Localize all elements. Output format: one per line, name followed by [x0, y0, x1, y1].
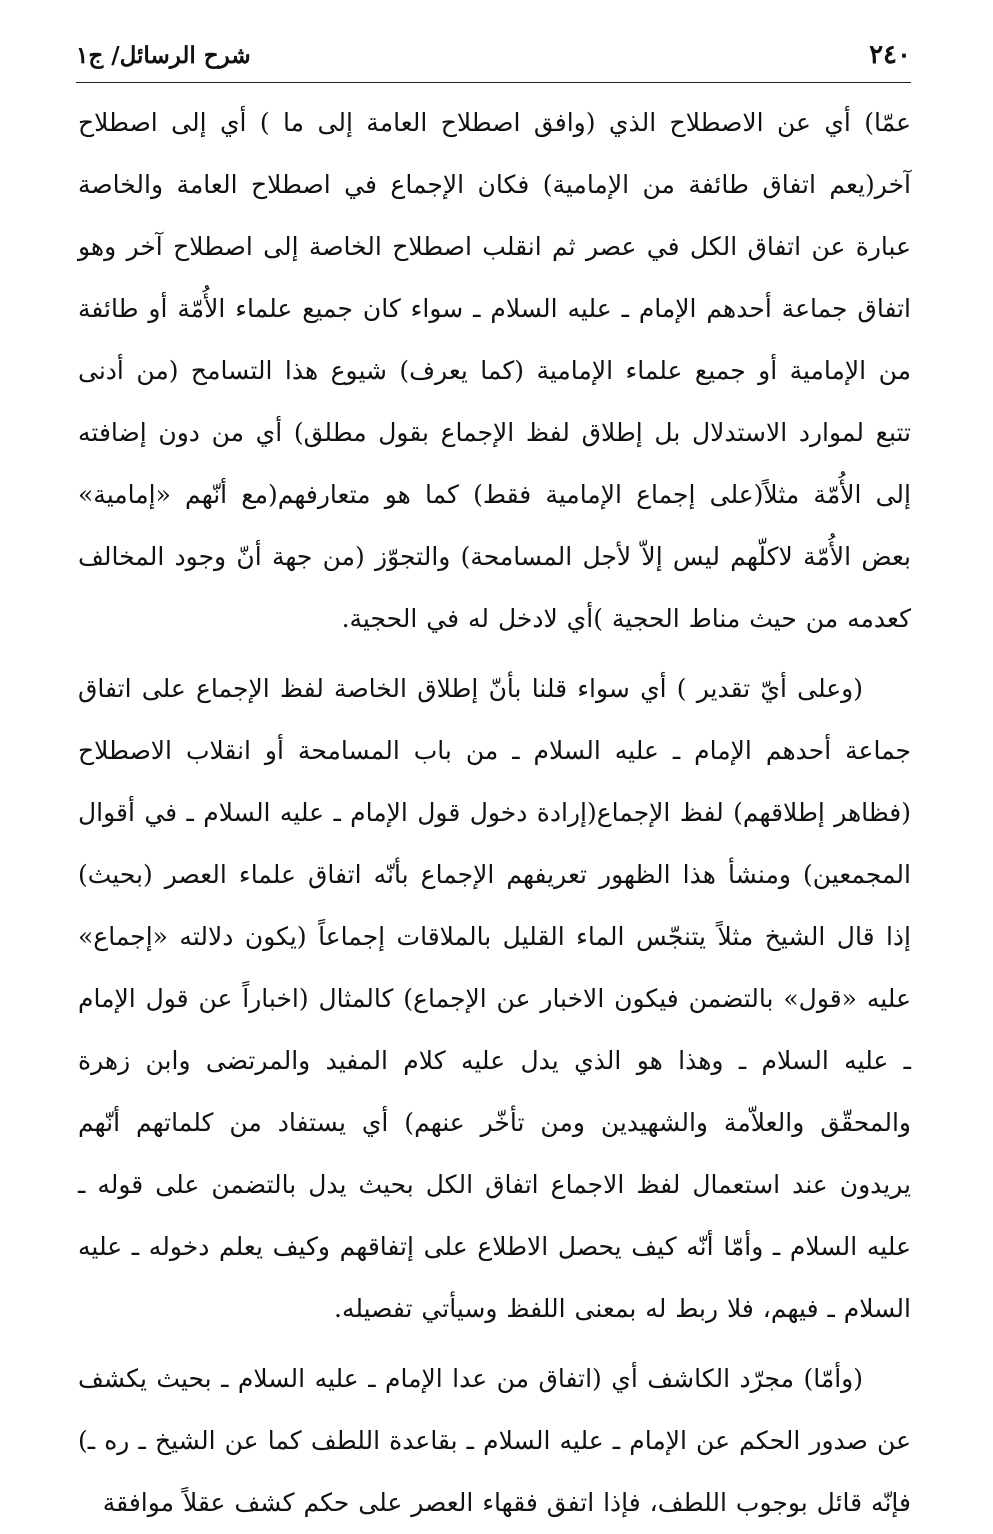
running-title: شرح الرسائل/ ج١ [76, 42, 251, 69]
page-header [76, 38, 911, 83]
paragraph-2: (وعلى أيّ تقدير ) أي سواء قلنا بأنّ إطلاق الخاصة لفظ الإجماع على اتفاق جماعة أحدهم الإمام ـ عليه السلام ـ من باب المسامحة أو انقلاب الاصطلاح (فظاهر إطلاقهم) لفظ الإجماع(إرادة دخول قول الإمام ـ عليه السلام ـ في أقوال المجمعين) ومنشأ هذا الظهور تعريفهم الإجماع بأنّه اتفاق علماء العصر (بحيث) إذا قال الشيخ مثلاً يتنجّس الماء القليل بالملاقات إجماعاً (يكون دلالته «إجماع» عليه «قول» بالتضمن فيكون الاخبار عن الإجماع) كالمثال (اخباراً عن قول الإمام ـ عليه السلام ـ وهذا هو الذي يدل عليه كلام المفيد والمرتضى وابن زهرة والمحقّق والعلاّمة والشهيدين ومن تأخّر عنهم) أي يستفاد من كلماتهم أنّهم يريدون عند استعمال لفظ الاجماع اتفاق الكل بحيث يدل بالتضمن على قوله ـ عليه السلام ـ وأمّا أنّه كيف يحصل الاطلاع على إتفاقهم وكيف يعلم دخوله ـ عليه السلام ـ فيهم، فلا ربط له بمعنى اللفظ وسيأتي تفصيله. [78, 674, 911, 1323]
page-number: ٢٤٠ [869, 40, 911, 70]
paragraph-1: عمّا) أي عن الاصطلاح الذي (وافق اصطلاح العامة إلى ما ) أي إلى اصطلاح آخر(يعم اتفاق طائفة من الإمامية) فكان الإجماع في اصطلاح العامة والخاصة عبارة عن اتفاق الكل في عصر ثم انقلب اصطلاح الخاصة إلى اصطلاح آخر وهو اتفاق جماعة أحدهم الإمام ـ عليه السلام ـ سواء كان جميع علماء الأُمّة أو طائفة من الإمامية أو جميع علماء الإمامية (كما يعرف) شيوع هذا التسامح (من أدنى تتبع لموارد الاستدلال بل إطلاق لفظ الإجماع بقول مطلق) أي من دون إضافته إلى الأُمّة مثلاً(على إجماع الإمامية فقط) كما هو متعارفهم(مع أنّهم «إمامية» بعض الأُمّة لاكلّهم ليس إلاّ لأجل المسامحة) والتجوّز (من جهة أنّ وجود المخالف كعدمه من حيث مناط الحجية )أي لادخل له في الحجية. [78, 108, 911, 633]
paragraph-3: (وأمّا) مجرّد الكاشف أي (اتفاق من عدا الإمام ـ عليه السلام ـ بحيث يكشف عن صدور الحكم عن الإمام ـ عليه السلام ـ بقاعدة اللطف كما عن الشيخ ـ ره ـ) فإنّه قائل بوجوب اللطف، فإذا اتفق فقهاء العصر على حكم كشف عقلاً موافقة [78, 1364, 911, 1517]
page-body [78, 92, 911, 1534]
